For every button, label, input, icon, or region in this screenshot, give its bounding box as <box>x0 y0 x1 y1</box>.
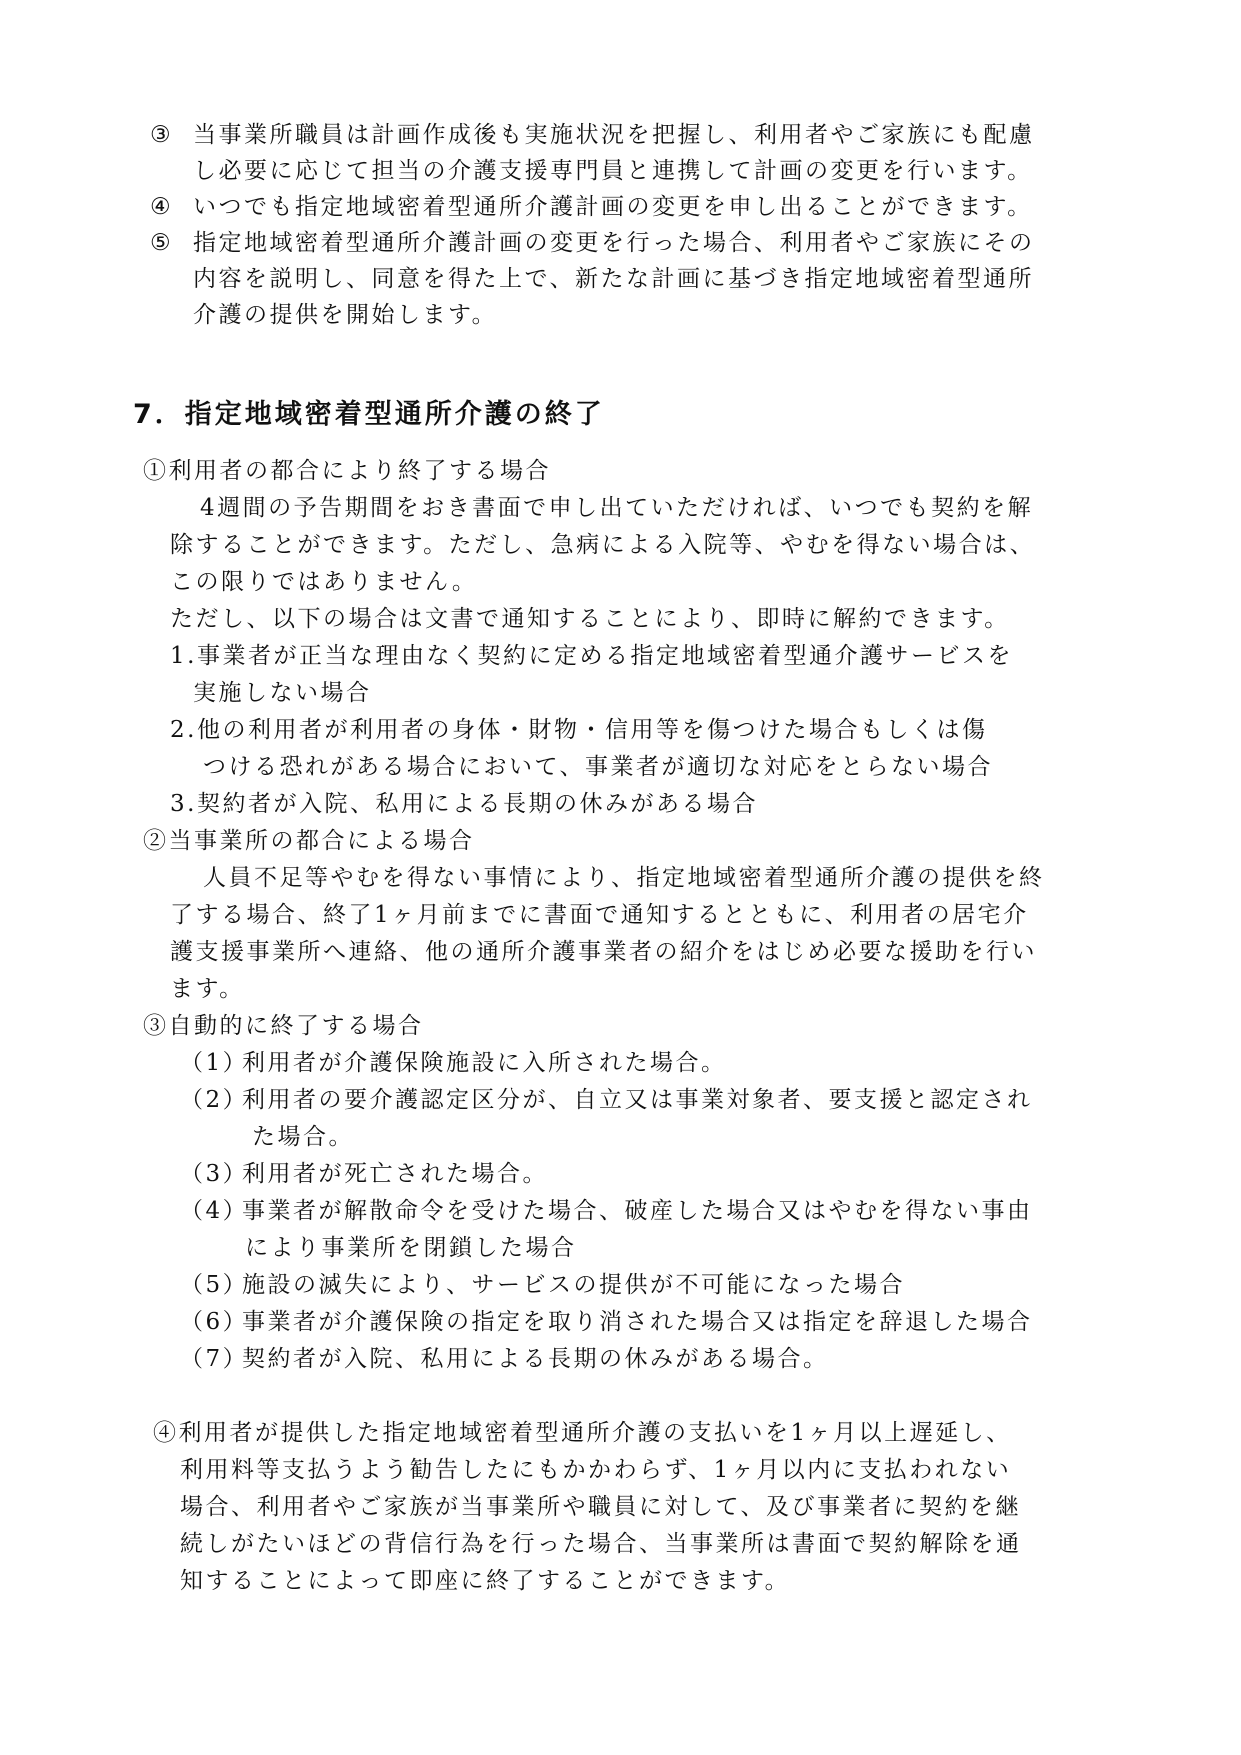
item4-line-1: ④利用者が提供した指定地域密着型通所介護の支払いを1ヶ月以上遅延し、 <box>153 1420 1012 1446</box>
item2-para-line-3: 護支援事業所へ連絡、他の通所介護事業者の紹介をはじめ必要な援助を行い <box>170 939 1037 965</box>
item1-sub2-line-1: 2.他の利用者が利用者の身体・財物・信用等を傷つけた場合もしくは傷 <box>170 717 988 743</box>
item1-para1-line-3: この限りではありません。 <box>170 569 478 595</box>
case-2-line-1: 利用者の要介護認定区分が、自立又は事業対象者、要支援と認定され <box>242 1087 1033 1113</box>
item1-sub1-line-2: 実施しない場合 <box>193 680 372 706</box>
item2-para-line-4: ます。 <box>170 976 245 1002</box>
item1-sub2-line-2: つける恐れがある場合において、事業者が適切な対応をとらない場合 <box>203 754 994 780</box>
case-6-number: （6） <box>180 1309 249 1335</box>
case-2-number: （2） <box>180 1087 249 1113</box>
list-marker-3: ③ <box>150 122 174 148</box>
case-5-line-1: 施設の滅失により、サービスの提供が不可能になった場合 <box>242 1272 905 1298</box>
case-7-number: （7） <box>180 1346 249 1372</box>
list-item-5-line-1: 指定地域密着型通所介護計画の変更を行った場合、利用者やご家族にその <box>193 230 1035 256</box>
item2-para-line-2: 了する場合、終了1ヶ月前までに書面で通知するとともに、利用者の居宅介 <box>170 902 1029 928</box>
item4-line-5: 知することによって即座に終了することができます。 <box>180 1568 791 1594</box>
item1-para1-line-2: 除することができます。ただし、急病による入院等、やむを得ない場合は、 <box>170 532 1036 558</box>
item4-line-3: 場合、利用者やご家族が当事業所や職員に対して、及び事業者に契約を継 <box>180 1494 1022 1520</box>
list-marker-4: ④ <box>150 194 174 220</box>
list-item-4-line-1: いつでも指定地域密着型通所介護計画の変更を申し出ることができます。 <box>193 194 1033 220</box>
case-1-number: （1） <box>180 1050 249 1076</box>
case-1-line-1: 利用者が介護保険施設に入所された場合。 <box>242 1050 727 1076</box>
case-3-number: （3） <box>180 1161 249 1187</box>
case-2-line-2: た場合。 <box>252 1124 354 1150</box>
item1-sub1-line-1: 1.事業者が正当な理由なく契約に定める指定地域密着型通介護サービスを <box>170 643 1013 669</box>
list-item-5-line-2: 内容を説明し、同意を得た上で、新たな計画に基づき指定地域密着型通所 <box>193 266 1035 292</box>
case-6-line-1: 事業者が介護保険の指定を取り消された場合又は指定を辞退した場合 <box>242 1309 1033 1335</box>
item2-para-line-1: 人員不足等やむを得ない事情により、指定地域密着型通所介護の提供を終 <box>203 865 1045 891</box>
case-4-line-1: 事業者が解散命令を受けた場合、破産した場合又はやむを得ない事由 <box>242 1198 1033 1224</box>
list-item-3-line-2: し必要に応じて担当の介護支援専門員と連携して計画の変更を行います。 <box>193 158 1033 184</box>
item1-para1-line-1: 4週間の予告期間をおき書面で申し出ていただければ、いつでも契約を解 <box>200 495 1034 521</box>
item3-heading: ③自動的に終了する場合 <box>143 1013 424 1039</box>
case-4-number: （4） <box>180 1198 249 1224</box>
case-4-line-2: により事業所を閉鎖した場合 <box>245 1235 577 1261</box>
item4-line-4: 続しがたいほどの背信行為を行った場合、当事業所は書面で契約解除を通 <box>180 1531 1022 1557</box>
case-3-line-1: 利用者が死亡された場合。 <box>242 1161 548 1187</box>
case-7-line-1: 契約者が入院、私用による長期の休みがある場合。 <box>242 1346 829 1372</box>
list-item-3-line-1: 当事業所職員は計画作成後も実施状況を把握し、利用者やご家族にも配慮 <box>193 122 1035 148</box>
item2-heading: ②当事業所の都合による場合 <box>143 828 475 854</box>
list-item-5-line-3: 介護の提供を開始します。 <box>193 302 498 328</box>
section-title: 7．指定地域密着型通所介護の終了 <box>133 399 605 430</box>
item4-line-2: 利用料等支払うよう勧告したにもかかわらず、1ヶ月以内に支払われない <box>180 1457 1012 1483</box>
list-marker-5: ⑤ <box>150 230 174 256</box>
item1-sub3: 3.契約者が入院、私用による長期の休みがある場合 <box>170 791 758 817</box>
item1-heading: ①利用者の都合により終了する場合 <box>143 458 551 484</box>
item1-para2: ただし、以下の場合は文書で通知することにより、即時に解約できます。 <box>170 606 1010 632</box>
case-5-number: （5） <box>180 1272 249 1298</box>
